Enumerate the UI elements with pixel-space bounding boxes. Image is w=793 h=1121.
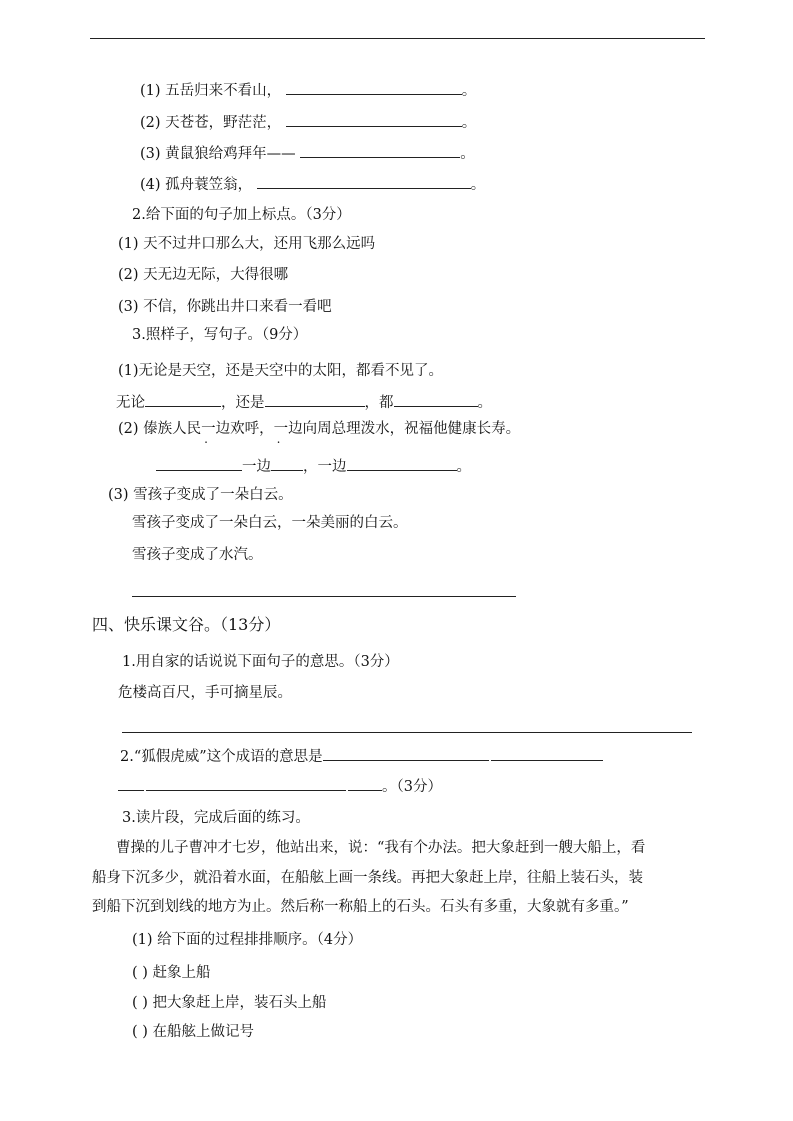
answer-blank[interactable] — [491, 746, 603, 761]
poem-end: 。 — [461, 115, 477, 131]
answer-blank[interactable] — [348, 776, 382, 791]
passage-line-1: 曹操的儿子曹冲才七岁，他站出来，说：“我有个办法。把大象赶到一艘大船上，看 — [116, 840, 646, 856]
poem-line-3 — [140, 143, 475, 164]
q2-title: 2.给下面的句子加上标点。（3分） — [132, 207, 351, 223]
ex2-text: 傣族人民 — [143, 421, 202, 437]
order-item-1 — [132, 963, 211, 983]
ex2-text: 边欢呼， — [215, 421, 274, 437]
item-num: (3) — [118, 299, 139, 315]
poem-text: 五岳归来不看山， — [165, 83, 282, 99]
answer-line[interactable] — [132, 596, 516, 597]
q3-fill-1 — [116, 392, 492, 413]
order-item-2 — [132, 993, 327, 1013]
q3-title: 3.照样子，写句子。（9分） — [132, 327, 308, 343]
fill-text: ，一边 — [303, 459, 347, 475]
item-num: (1) — [118, 236, 139, 252]
poem-num: (2) — [140, 115, 161, 131]
item-text: 天不过井口那么大，还用飞那么远吗 — [143, 236, 376, 252]
answer-blank[interactable] — [156, 456, 242, 471]
poem-end: 。 — [460, 146, 475, 162]
fill-text: ，还是 — [221, 395, 265, 411]
answer-blank[interactable] — [300, 143, 460, 158]
order-paren[interactable]: ( ) — [132, 995, 148, 1011]
poem-line-1 — [140, 80, 476, 101]
item-num: (2) — [118, 421, 139, 437]
q2-text: 2.“狐假虎威”这个成语的意思是 — [120, 749, 323, 765]
q3-model: 雪孩子变成了一朵白云，一朵美丽的白云。 — [132, 515, 408, 531]
answer-blank[interactable] — [323, 746, 489, 761]
poem-end: 。 — [470, 177, 486, 193]
s4-q1-title: 1.用自家的话说说下面句子的意思。（3分） — [122, 654, 399, 670]
order-text: 把大象赶上岸，装石头上船 — [152, 995, 327, 1011]
s4-sub1-title: (1) 给下面的过程排排顺序。（4分） — [132, 932, 363, 948]
item-text: 天无边无际，大得很哪 — [143, 267, 289, 283]
answer-blank[interactable] — [118, 776, 144, 791]
poem-line-4 — [140, 174, 485, 195]
answer-blank[interactable] — [286, 80, 462, 95]
order-item-3 — [132, 1022, 254, 1042]
answer-blank[interactable] — [347, 456, 457, 471]
q2-item-2 — [118, 265, 288, 285]
ex2-dotted-char: 一 — [201, 421, 216, 437]
fill-text: 。 — [477, 395, 492, 411]
poem-text: 孤舟蓑笠翁， — [165, 177, 253, 193]
poem-end: 。 — [461, 83, 477, 99]
answer-blank[interactable] — [271, 456, 303, 471]
answer-blank[interactable] — [145, 392, 221, 407]
passage-line-2: 船身下沉多少，就沿着水面，在船舷上画一条线。再把大象赶上岸，往船上装石头，装 — [92, 870, 643, 886]
fill-text: 。 — [456, 459, 471, 475]
q2-item-3 — [118, 297, 332, 317]
answer-blank[interactable] — [286, 112, 462, 127]
q2-item-1 — [118, 234, 375, 254]
passage-line-3: 到船下沉到划线的地方为止。然后称一称船上的石头。石头有多重，大象就有多重。” — [92, 899, 629, 915]
ex2-text: 边向周总理泼水，祝福他健康长寿。 — [288, 421, 521, 437]
q3-example-3: (3) 雪孩子变成了一朵白云。 — [108, 487, 293, 503]
q3-example-1: (1)无论是天空，还是天空中的太阳，都看不见了。 — [118, 363, 444, 379]
item-num: (2) — [118, 267, 139, 283]
fill-text: 一边 — [242, 459, 271, 475]
poem-line-2 — [140, 112, 476, 133]
header-rule — [90, 38, 705, 39]
s4-q3-title: 3.读片段，完成后面的练习。 — [122, 810, 310, 826]
answer-line[interactable] — [122, 732, 692, 733]
answer-blank[interactable] — [394, 392, 478, 407]
poem-text: 黄鼠狼给鸡拜年—— — [165, 146, 296, 162]
poem-num: (3) — [140, 146, 161, 162]
q3-task: 雪孩子变成了水汽。 — [132, 547, 263, 563]
item-text: 不信，你跳出井口来看一看吧 — [143, 299, 332, 315]
order-paren[interactable]: ( ) — [132, 1024, 148, 1040]
ex2-dotted-char: 一 — [273, 421, 289, 437]
q2-end: 。（3分） — [382, 779, 442, 795]
answer-blank[interactable] — [146, 776, 346, 791]
answer-blank[interactable] — [257, 174, 471, 189]
fill-text: 无论 — [116, 395, 145, 411]
order-text: 赶象上船 — [152, 965, 211, 981]
poem-num: (1) — [140, 83, 161, 99]
order-text: 在船舷上做记号 — [152, 1024, 255, 1040]
answer-blank[interactable] — [265, 392, 365, 407]
poem-num: (4) — [140, 177, 161, 193]
section-4-title: 四、快乐课文谷。（13分） — [92, 615, 281, 634]
s4-q1-text: 危楼高百尺，手可摘星辰。 — [118, 685, 292, 701]
fill-text: ，都 — [364, 395, 394, 411]
poem-text: 天苍苍，野茫茫， — [165, 115, 282, 131]
order-paren[interactable]: ( ) — [132, 965, 148, 981]
s4-q2-line-2 — [118, 776, 442, 797]
q3-example-2 — [118, 419, 520, 439]
s4-q2-line-1 — [120, 746, 603, 767]
q3-fill-2 — [156, 456, 471, 477]
